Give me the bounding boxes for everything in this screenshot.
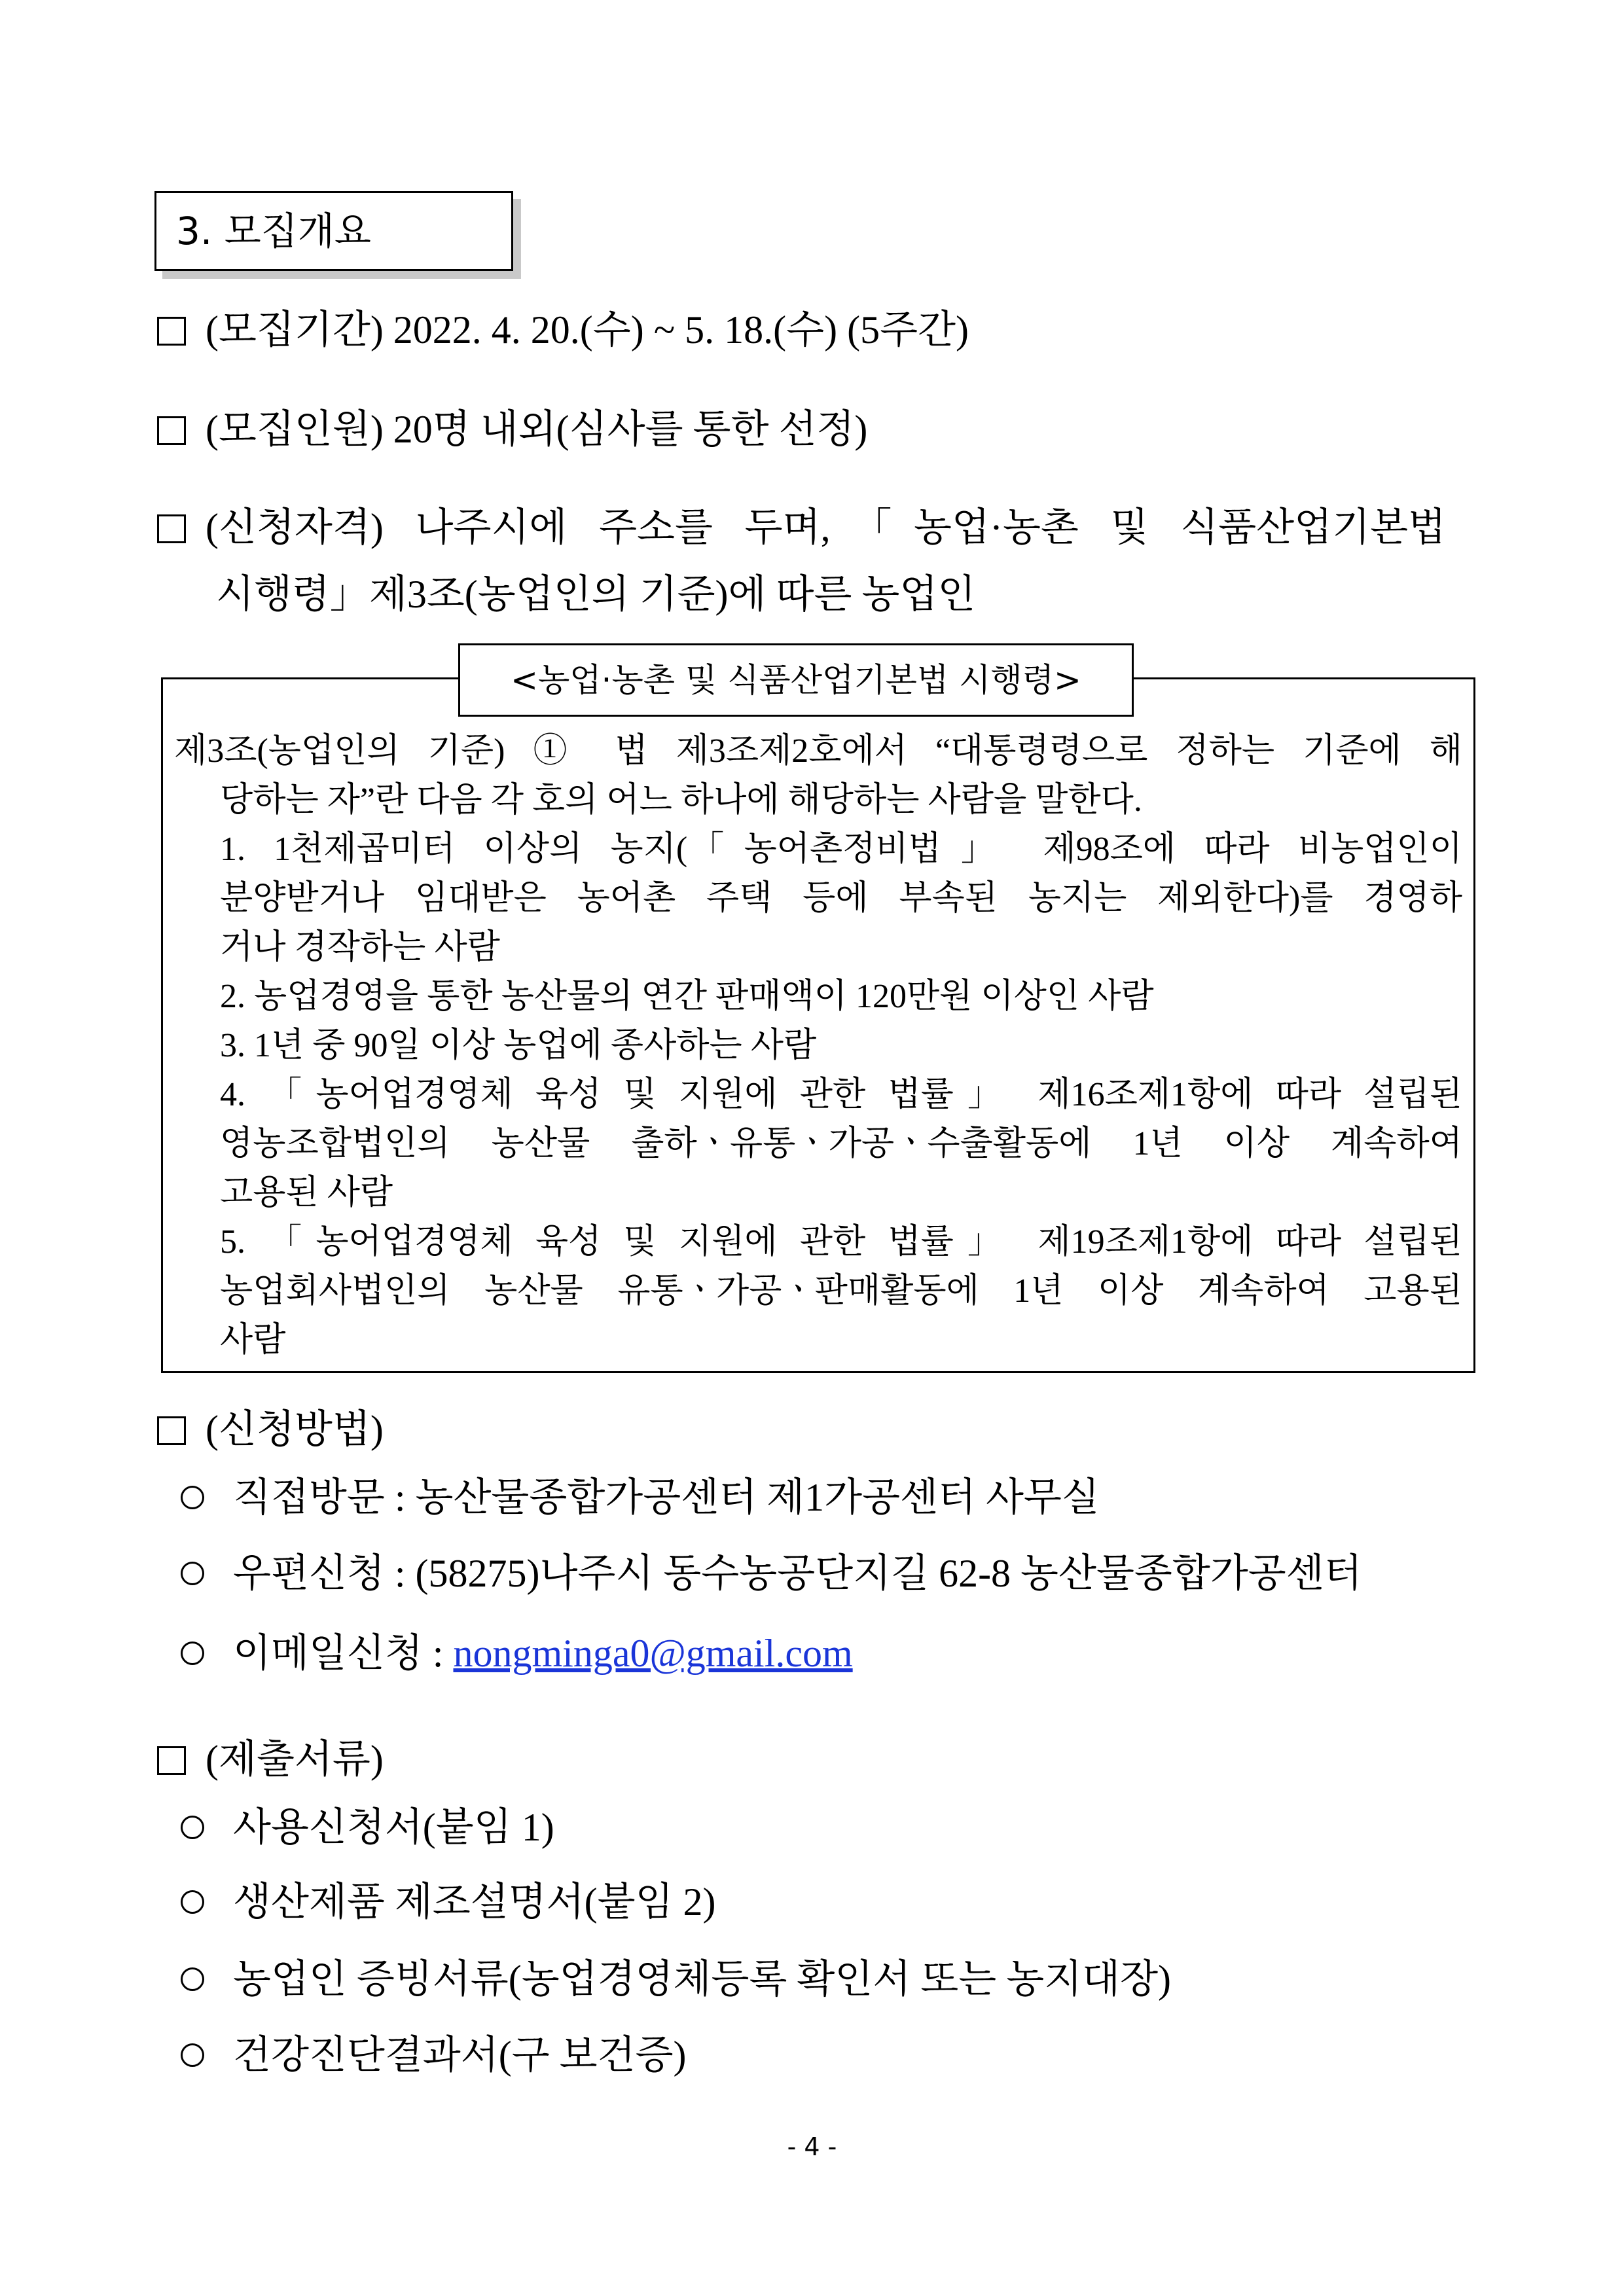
law-line: 1. 1천제곱미터 이상의 농지(「농어촌정비법」 제98조에 따라 비농업인이: [220, 831, 1462, 868]
law-excerpt-title: <농업·농촌 및 식품산업기본법 시행령>: [458, 643, 1134, 717]
application-email-item: [181, 1630, 853, 1677]
circle-bullet-icon: [181, 1641, 204, 1665]
law-line: 3. 1년 중 90일 이상 농업에 종사하는 사람: [220, 1027, 817, 1064]
law-line: 제3조(농업인의 기준) ① 법 제3조제2호에서 “대통령령으로 정하는 기준에 해: [174, 732, 1462, 770]
law-line: 2. 농업경영을 통한 농산물의 연간 판매액이 120만원 이상인 사람: [220, 978, 1154, 1015]
document-list-item: [181, 1956, 1171, 2003]
circle-bullet-icon: [181, 2043, 204, 2067]
law-line: 사람: [220, 1321, 286, 1359]
eligibility-text-line2: 시행령」제3조(농업인의 기준)에 따른 농업인: [216, 573, 976, 616]
application-mail-item: [181, 1550, 1362, 1597]
document-text: 농업인 증빙서류(농업경영체등록 확인서 또는 농지대장): [233, 1958, 1172, 2001]
document-list-item: [181, 2032, 687, 2079]
eligibility-text-line1: (신청자격) 나주시에 주소를 두며,「농업·농촌 및 식품산업기본법: [206, 506, 1446, 549]
application-email-label: 이메일신청 :: [233, 1632, 454, 1675]
recruit-count-item: [157, 406, 867, 453]
page-number: - 4 -: [787, 2132, 837, 2161]
document-list-item: [181, 1804, 554, 1851]
law-line: 영농조합법인의 농산물 출하ㆍ유통ㆍ가공ㆍ수출활동에 1년 이상 계속하여: [220, 1125, 1462, 1162]
recruit-period-text: (모집기간) 2022. 4. 20.(수) ~ 5. 18.(수) (5주간): [206, 308, 969, 351]
document-text: 생산제품 제조설명서(붙임 2): [233, 1880, 716, 1924]
documents-item: [157, 1736, 384, 1783]
application-visit-item: [181, 1474, 1100, 1521]
circle-bullet-icon: [181, 1562, 204, 1585]
law-line: 4. 「농어업경영체 육성 및 지원에 관한 법률」 제16조제1항에 따라 설립된: [220, 1076, 1462, 1113]
square-bullet-icon: [157, 1416, 186, 1445]
section-title: 3. 모집개요: [154, 191, 513, 271]
square-bullet-icon: [157, 1746, 186, 1775]
law-line: 5. 「농어업경영체 육성 및 지원에 관한 법률」 제19조제1항에 따라 설립된: [220, 1223, 1462, 1261]
recruit-period-item: [157, 306, 969, 353]
square-bullet-icon: [157, 514, 186, 543]
application-visit-text: 직접방문 : 농산물종합가공센터 제1가공센터 사무실: [233, 1476, 1100, 1519]
law-line: 농업회사법인의 농산물 유통ㆍ가공ㆍ판매활동에 1년 이상 계속하여 고용된: [220, 1272, 1462, 1310]
circle-bullet-icon: [181, 1816, 204, 1839]
eligibility-item: [157, 504, 1446, 551]
circle-bullet-icon: [181, 1967, 204, 1991]
email-link[interactable]: nongminga0@gmail.com: [453, 1632, 853, 1675]
document-text: 건강진단결과서(구 보건증): [233, 2034, 687, 2077]
document-list-item: [181, 1878, 716, 1926]
square-bullet-icon: [157, 416, 186, 445]
recruit-count-text: (모집인원) 20명 내외(심사를 통한 선정): [206, 408, 868, 451]
law-line: 고용된 사람: [220, 1174, 393, 1211]
law-line: 당하는 자”란 다음 각 호의 어느 하나에 해당하는 사람을 말한다.: [220, 781, 1142, 819]
documents-heading: (제출서류): [206, 1738, 384, 1781]
law-line: 분양받거나 임대받은 농어촌 주택 등에 부속된 농지는 제외한다)를 경영하: [220, 880, 1462, 917]
law-excerpt-text: [174, 726, 1462, 1365]
document-text: 사용신청서(붙임 1): [233, 1806, 554, 1849]
application-mail-text: 우편신청 : (58275)나주시 동수농공단지길 62-8 농산물종합가공센터: [233, 1552, 1362, 1595]
application-method-item: [157, 1406, 384, 1453]
circle-bullet-icon: [181, 1486, 204, 1509]
application-method-heading: (신청방법): [206, 1408, 384, 1451]
circle-bullet-icon: [181, 1890, 204, 1914]
square-bullet-icon: [157, 317, 186, 346]
law-line: 거나 경작하는 사람: [220, 929, 500, 966]
